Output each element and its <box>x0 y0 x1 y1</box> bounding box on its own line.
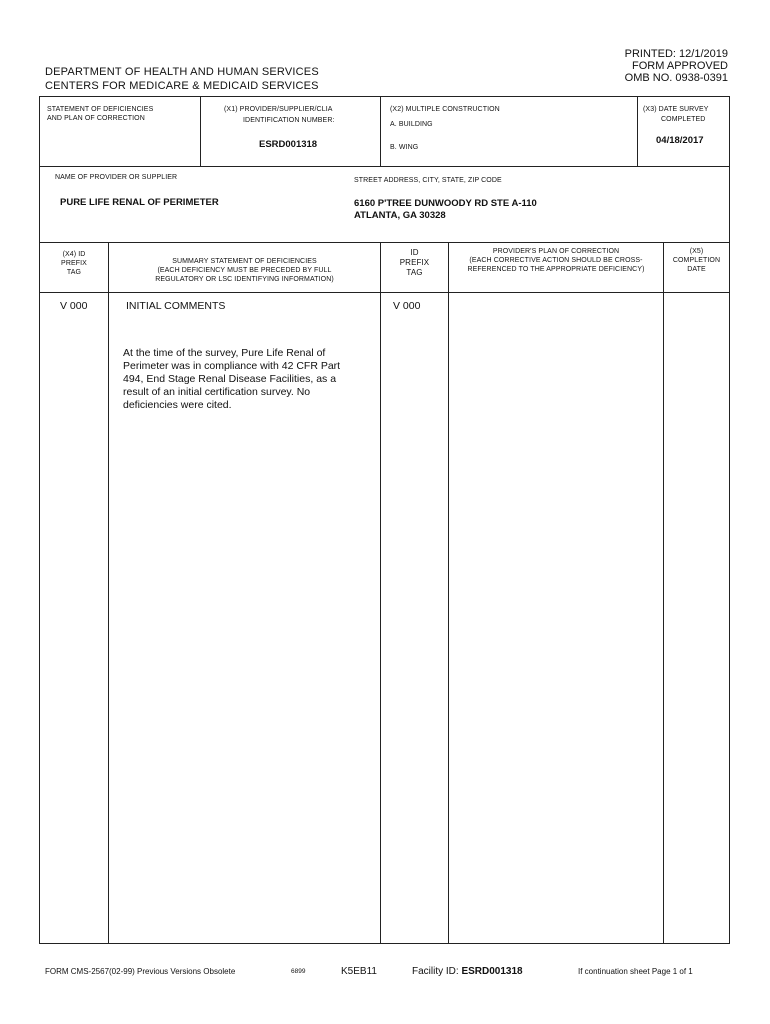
x4-header: (X4) ID PREFIX TAG <box>61 251 87 276</box>
tag-right: V 000 <box>393 300 421 312</box>
x1-label-2: IDENTIFICATION NUMBER: <box>243 117 335 124</box>
department-name: DEPARTMENT OF HEALTH AND HUMAN SERVICES <box>45 66 319 78</box>
footer-facility <box>412 966 523 977</box>
provider-name-label: NAME OF PROVIDER OR SUPPLIER <box>55 174 178 181</box>
footer-form: FORM CMS-2567(02-99) Previous Versions Obsolete <box>45 967 236 976</box>
id-prefix-header: ID PREFIX TAG <box>399 248 430 277</box>
address-label: STREET ADDRESS, CITY, STATE, ZIP CODE <box>354 177 502 184</box>
x2-building: A. BUILDING <box>390 121 433 128</box>
statement-label-2: AND PLAN OF CORRECTION <box>47 115 145 122</box>
statement-label: STATEMENT OF DEFICIENCIES <box>47 106 154 113</box>
printed-date: PRINTED: 12/1/2019 <box>624 48 728 60</box>
provider-id-value: ESRD001318 <box>259 139 318 150</box>
x5-header: (X5) COMPLETION DATE <box>672 248 721 273</box>
form-approved: FORM APPROVED <box>632 60 728 72</box>
agency-name: CENTERS FOR MEDICARE & MEDICAID SERVICES <box>45 80 319 92</box>
x3-label-2: COMPLETED <box>661 116 706 123</box>
facility-id: ESRD001318 <box>461 966 523 977</box>
tag-left: V 000 <box>60 300 88 312</box>
facility-label: Facility ID: <box>412 966 459 977</box>
x3-label: (X3) DATE SURVEY <box>643 106 709 113</box>
address-line-2: ATLANTA, GA 30328 <box>354 210 446 221</box>
address-line-1: 6160 P'TREE DUNWOODY RD STE A-110 <box>354 198 537 209</box>
plan-header: PROVIDER'S PLAN OF CORRECTION (EACH CORRECTIVE ACTION SHOULD BE CROSS- REFERENCED TO THE APPROPRIATE DEFICIENCY) <box>467 248 645 273</box>
footer-continuation: If continuation sheet Page 1 of 1 <box>578 967 693 976</box>
summary-header: SUMMARY STATEMENT OF DEFICIENCIES (EACH DEFICIENCY MUST BE PRECEDED BY FULL REGULATORY OR LSC IDENTIFYING INFORMATION) <box>155 258 334 283</box>
x2-label: (X2) MULTIPLE CONSTRUCTION <box>390 106 500 113</box>
entry-title: INITIAL COMMENTS <box>126 300 226 312</box>
omb-number: OMB NO. 0938-0391 <box>624 72 728 84</box>
survey-date-value: 04/18/2017 <box>656 135 704 146</box>
provider-name-value: PURE LIFE RENAL OF PERIMETER <box>60 197 219 208</box>
x2-wing: B. WING <box>390 144 419 151</box>
footer-event: 6899 <box>291 968 306 975</box>
footer-event-id: K5EB11 <box>341 966 377 977</box>
entry-body: At the time of the survey, Pure Life Renal of Perimeter was in compliance with 42 CFR Part 494, End Stage Renal Disease Facilities, as a result of an initial certification survey. No deficiencies were cited. <box>123 347 341 411</box>
x1-label: (X1) PROVIDER/SUPPLIER/CLIA <box>224 106 333 113</box>
